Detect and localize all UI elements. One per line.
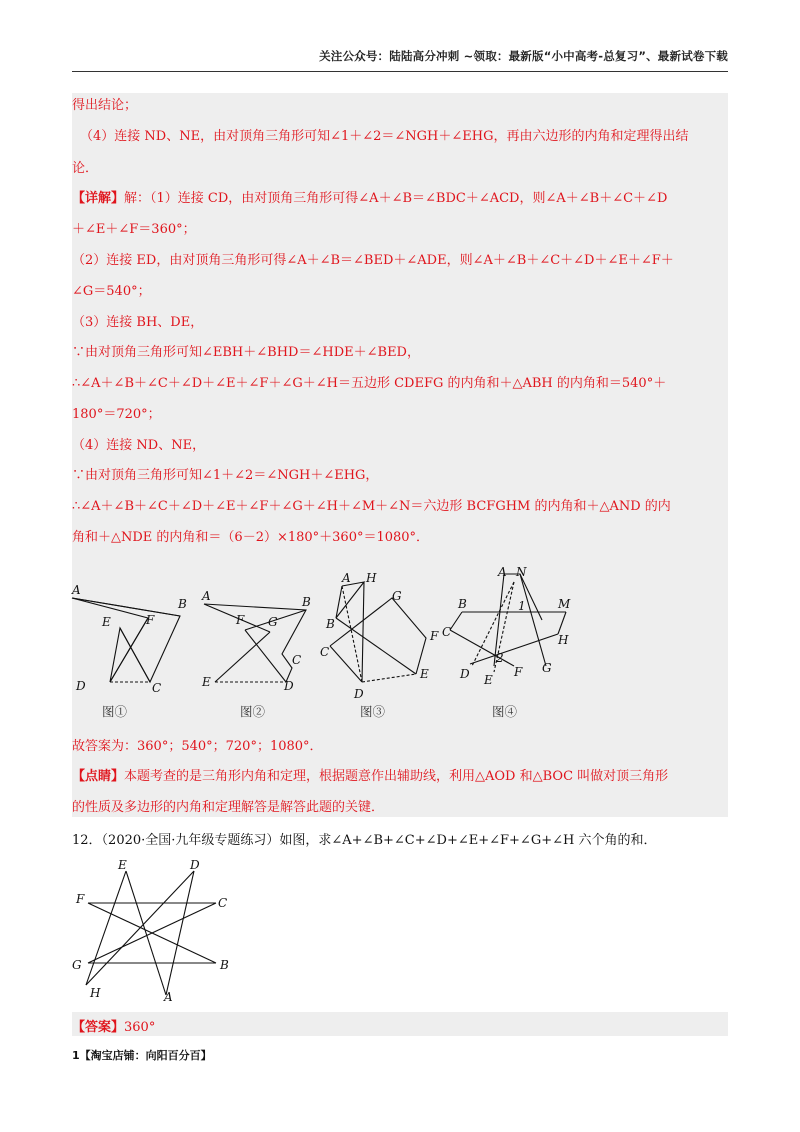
figure-3: [320, 571, 439, 719]
fig3-label: H: [366, 571, 377, 585]
solution-line: （3）连接 BH、DE，: [72, 315, 204, 330]
answer-value: 360°: [124, 1020, 156, 1035]
fig4-label: 2: [496, 651, 504, 665]
fig1-label: D: [76, 679, 86, 693]
solution-line: ＋∠E＋∠F＝360°；: [72, 222, 196, 237]
fig3-label: D: [354, 687, 364, 701]
solution-line: [72, 191, 667, 207]
fig4-label: N: [516, 565, 527, 579]
answer-panel: [72, 1012, 728, 1036]
fig4-label: M: [558, 597, 571, 611]
fig2-label: D: [284, 679, 294, 693]
fig4-label: F: [514, 665, 523, 679]
fig2-label: B: [302, 595, 311, 609]
fig1-label: E: [102, 615, 111, 629]
figure-caption: 图②: [240, 704, 266, 719]
solution-line: 论．: [72, 161, 99, 176]
figure-caption: 图①: [102, 704, 128, 719]
fig4-label: E: [484, 673, 493, 687]
solution-line: （4）连接 ND、NE，: [72, 438, 206, 453]
comment-tag: 【点睛】: [72, 769, 125, 784]
fig2-label: A: [202, 589, 211, 603]
detail-tag: 【详解】: [72, 191, 125, 206]
star-label: G: [72, 958, 82, 972]
comment-text: 本题考查的是三角形内角和定理，根据题意作出辅助线，利用△AOD 和△BOC 叫做对顶三角形: [124, 769, 669, 784]
fig4-label: A: [498, 565, 507, 579]
solution-text: 解：（1）连接 CD，由对顶角三角形可得∠A＋∠B＝∠BDC＋∠ACD，则∠A＋∠B＋∠C＋∠D: [124, 191, 668, 206]
solution-line: ∴∠A＋∠B＋∠C＋∠D＋∠E＋∠F＋∠G＋∠H＝五边形 CDEFG 的内角和＋△ABH 的内角和＝540°＋: [72, 376, 667, 391]
fig3-label: A: [342, 571, 351, 585]
fig1-label: C: [152, 681, 162, 695]
fig2-label: E: [202, 675, 211, 689]
fig4-label: B: [458, 597, 467, 611]
fig2-label: F: [236, 613, 245, 627]
header-divider: [72, 71, 728, 72]
answer-line: [72, 1016, 155, 1035]
star-label: B: [220, 958, 229, 972]
fig2-label: G: [268, 615, 278, 629]
star-figure: [66, 855, 236, 1005]
page-footer: 1【淘宝店铺：向阳百分百】: [72, 1049, 212, 1062]
fig3-label: F: [430, 629, 439, 643]
figures-panel: [70, 562, 571, 722]
fig3-label: B: [326, 617, 335, 631]
fig1-label: A: [72, 583, 81, 597]
solution-line: ∴∠A＋∠B＋∠C＋∠D＋∠E＋∠F＋∠G＋∠H＋∠M＋∠N＝六边形 BCFGHM 的内角和＋△AND 的内: [72, 499, 671, 514]
question-12: 12．（2020·全国·九年级专题练习）如图，求∠A+∠B+∠C+∠D+∠E+∠F+∠G+∠H 六个角的和．: [72, 833, 657, 848]
solution-line: ∠G＝540°；: [72, 284, 151, 299]
fig1-label: B: [178, 597, 187, 611]
fig4-label: H: [558, 633, 569, 647]
star-label: C: [218, 896, 228, 910]
fig1-label: F: [146, 613, 155, 627]
solution-line: （2）连接 ED，由对顶角三角形可得∠A＋∠B＝∠BED＋∠ADE，则∠A＋∠B＋∠C＋∠D＋∠E＋∠F＋: [72, 253, 674, 268]
star-label: F: [76, 892, 85, 906]
page-header: 关注公众号：陆陆高分冲刺 ~领取：最新版“小中高考-总复习”、最新试卷下载: [319, 49, 728, 63]
figure-caption: 图④: [492, 704, 518, 719]
fig3-label: G: [392, 589, 402, 603]
fig4-label: C: [442, 625, 452, 639]
solution-line: 角和＋△NDE 的内角和＝（6－2）×180°＋360°＝1080°．: [72, 530, 430, 545]
fig4-label: D: [460, 667, 470, 681]
figure-2: [201, 589, 311, 719]
answer-summary: 故答案为：360°；540°；720°；1080°．: [72, 739, 323, 754]
solution-line: ∵由对顶角三角形可知∠1＋∠2＝∠NGH＋∠EHG，: [72, 468, 379, 483]
star-label: E: [118, 858, 127, 872]
fig4-label: G: [542, 661, 552, 675]
fig4-label: 1: [518, 599, 526, 613]
figure-caption: 图③: [360, 704, 386, 719]
comment-line: [72, 769, 668, 785]
star-label: D: [190, 858, 200, 872]
star-label: H: [90, 986, 101, 1000]
comment-line: 的性质及多边形的内角和定理解答是解答此题的关键．: [72, 800, 385, 815]
solution-line: 180°＝720°；: [72, 407, 161, 422]
solution-line: 得出结论；: [72, 98, 138, 113]
fig2-label: C: [292, 653, 302, 667]
fig3-label: C: [320, 645, 330, 659]
star-label: A: [164, 990, 173, 1004]
fig3-label: E: [420, 667, 429, 681]
answer-tag: 【答案】: [72, 1020, 125, 1035]
figure-1: [71, 583, 187, 719]
solution-line: （4）连接 ND、NE，由对顶角三角形可知∠1＋∠2＝∠NGH＋∠EHG，再由六边形的内角和定理得出结: [80, 129, 689, 144]
solution-line: ∵由对顶角三角形可知∠EBH＋∠BHD＝∠HDE＋∠BED，: [72, 345, 420, 360]
